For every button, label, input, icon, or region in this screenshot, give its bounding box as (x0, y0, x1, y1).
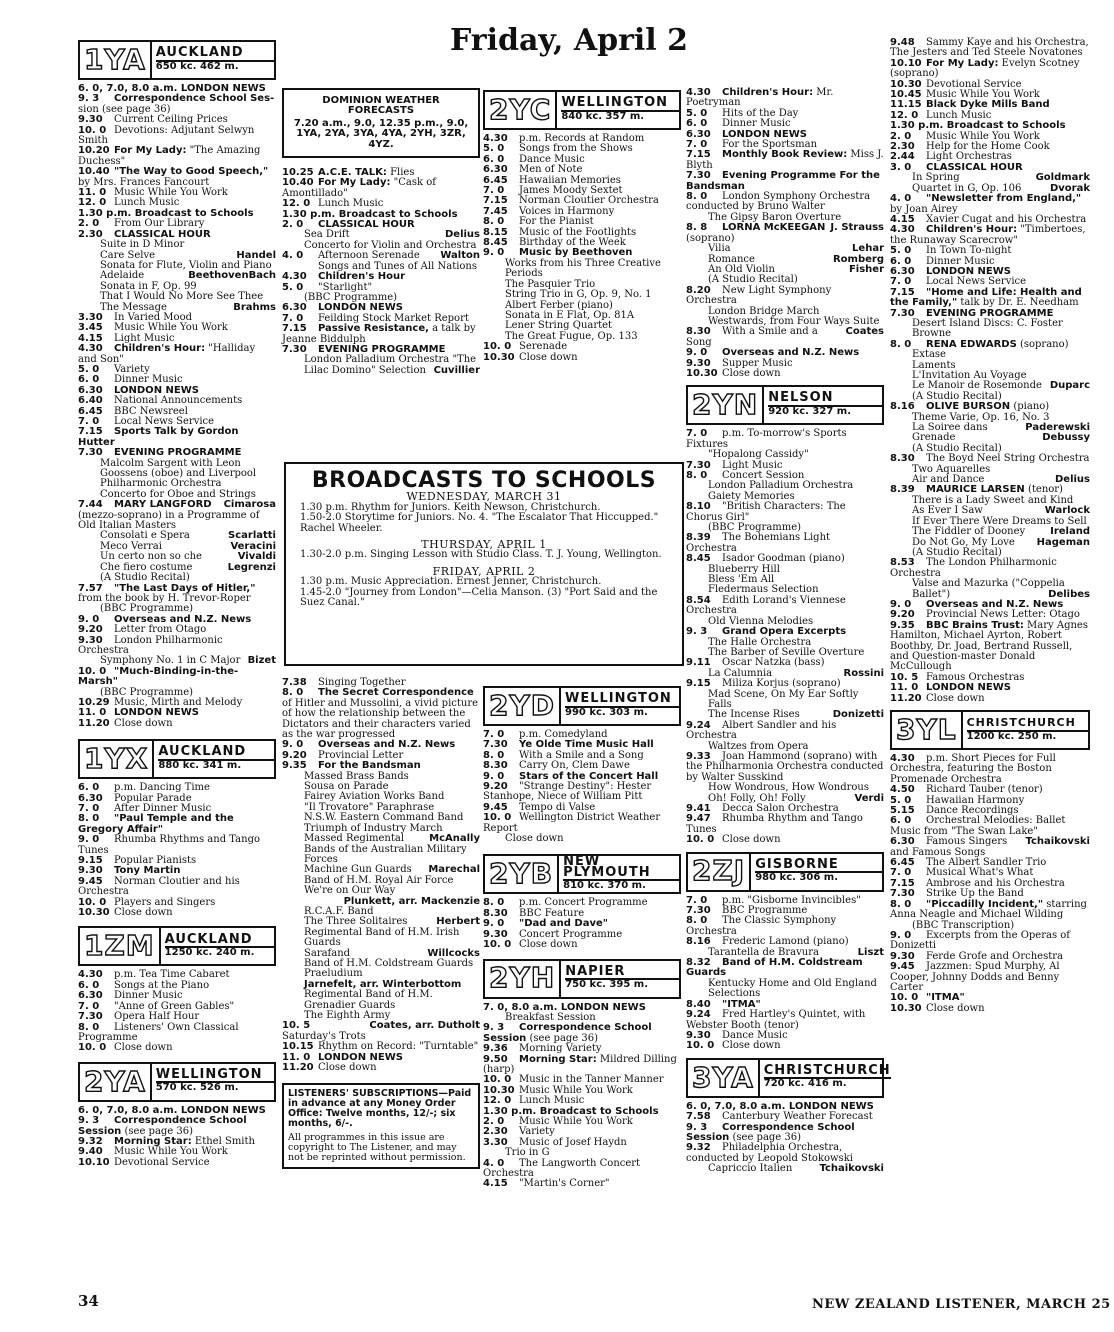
schedule-1ya: 6. 0, 7.0, 8.0 a.m. LONDON NEWS 9. 3 Correspondence School Ses- sion (see page 36) 9.30 Current Ceiling Prices 10. 0 Devotions: Adjutant Selwyn Smith 10.20 For My Lady: "The Amazing Duchess" 10.40 "The Way to Good Speech," by Mrs. Frances Fancourt 11. 0 Music While You Work 12. 0 Lunch Music 1.30 p.m. Broadcast to Schools 2. 0 From Our Library 2.30 CLASSICAL HOUR Suite in D Minor Care Selve Handel Sonata for Flute, Violin and Piano Bach Adelaide Beethoven Sonata in F, Op. 99 That I Would No More See Thee The Message Brahms 3.30 In Varied Mood 3.45 Music While You Work 4.15 Light Music 4.30 Children's Hour: "Halliday and Son" 5. 0 Variety 6. 0 Dinner Music 6.30 LONDON NEWS 6.40 National Announcements 6.45 BBC Newsreel 7. 0 Local News Service 7.15 Sports Talk by Gordon Hutter 7.30 EVENING PROGRAMME Malcolm Sargent with Leon Goossens (oboe) and Liverpool Philharmonic Orchestra Concerto for Oboe and Strings Cimarosa 7.44 MARY LANGFORD (mezzo-soprano) in a Programme of Old Italian Masters Consolati e Spera Scarlatti Meco Verrai Veracini Un certo non so che Vivaldi Che fiero costume Legrenzi (A Studio Recital) 7.57 "The Last Days of Hitler," from the book by H. Trevor-Roper (BBC Programme) 9. 0 Overseas and N.Z. News 9.20 Letter from Otago 9.30 London Philharmonic Orchestra Symphony No. 1 in C Major Bizet 10. 0 "Much-Binding-in-the-Marsh" (BBC Programme) 10.29 Music, Mirth and Melody 11. 0 LONDON NEWS 11.20 Close down (78, 83, 276, 729)
station-freq: 980 kc. 306 m. (755, 872, 838, 884)
schedule-1yx: 6. 0 p.m. Dancing Time 6.30 Popular Parade 7. 0 After Dinner Music 8. 0 "Paul Temple and the Gregory Affair" 9. 0 Rhumba Rhythms and Tango Tunes 9.15 Popular Pianists 9.30 Tony Martin 9.45 Norman Cloutier and his Orchestra 10. 0 Players and Singers 10.30 Close down (78, 782, 261, 919)
station-call: 2YD (489, 688, 555, 722)
station-logo-2yb (483, 854, 681, 894)
column-2 (282, 38, 480, 376)
station-city: WELLINGTON (565, 694, 679, 707)
schools-line: 1.45-2.0 "Journey from London"—Celia Manson. (3) "Port Said and the Suez Canal." (300, 586, 658, 609)
station-city: WELLINGTON (561, 98, 679, 111)
schools-day: WEDNESDAY, MARCH 31 (406, 490, 562, 504)
station-call: 2ZJ (692, 854, 746, 888)
schools-day: THURSDAY, APRIL 1 (421, 538, 547, 552)
station-freq: 650 kc. 462 m. (155, 60, 239, 72)
page-number: 34 (78, 1292, 99, 1310)
subscriptions-text: LISTENERS' SUBSCRIPTIONS—Paid in advance at any Money Order Office: Twelve months, 12/-; six months, 6/-. (288, 1088, 472, 1130)
station-call: 1ZM (84, 929, 155, 963)
weather-title: DOMINION WEATHER FORECASTS (322, 95, 440, 117)
column-3-lower: 2YD WELLINGTON 990 kc. 303 m. 7. 0 p.m. Comedyland 7.30 Ye Olde Time Music Hall 8. 0 With a Smile and a Song 8.30 Carry On, Clem Dawe 9. 0 Stars of the Concert Hall 9.20 "Strange Destiny": Hester Stanhope, Niece of William Pitt 9.45 Tempo di Valse 10. 0 Wellington District Weather Report Close down 2YB NEW PLYMOUTH 810 kc. 370 m. 8. 0 p.m. Concert Programme 8.30 BBC Feature 9. 0 "Dad and Dave" 9.30 Concert Programme 10. 0 Close down 2YH NAPIER 750 kc. 395 m. 7. 0, 8.0 a.m. LONDON NEWS Breakfast Session 9. 3 Correspondence School Session (see page 36) 9.36 Morning Variety 9.50 Morning Star: Mildred Dilling (harp) 10. 0 Music in the Tanner Manner 10.30 Music While You Work 12. 0 Lunch Music 1.30 p.m. Broadcast to Schools 2. 0 Music While You Work 2.30 Variety 3.30 Music of Josef Haydn Trio in G 4. 0 The Langworth Concert Orchestra 4.15 "Martin's Corner" (483, 684, 681, 1190)
schools-day: FRIDAY, APRIL 2 (432, 564, 536, 578)
schools-line: 1.30 p.m. Music Appreciation. Ernest Jenner, Christchurch. (300, 576, 602, 588)
weather-times: 7.20 a.m., 9.0, 12.35 p.m., 9.0, 1YA, 2YA, 3YA, 4YA, 2YH, 3ZR, 4YZ. (293, 117, 469, 150)
station-logo-2ya (78, 1062, 276, 1102)
station-city: AUCKLAND (158, 747, 274, 760)
station-city: NAPIER (565, 967, 679, 980)
station-freq: 990 kc. 303 m. (565, 706, 648, 718)
station-city: AUCKLAND (165, 935, 274, 948)
publication-footer: NEW ZEALAND LISTENER, MARCH 25 (812, 1297, 1111, 1312)
station-city: WELLINGTON (156, 1070, 274, 1083)
station-city: NELSON (768, 393, 882, 406)
column-5: 9.48 Sammy Kaye and his Orchestra, The Jesters and Ted Steele Novatones 10.10 For My Lady: Evelyn Scotney (soprano) 10.30 Devotional Service 10.45 Music While You Work 11.15 Black Dyke Mills Band 12. 0 Lunch Music 1.30 p.m. Broadcast to Schools 2. 0 Music While You Work 2.30 Help for the Home Cook 2.44 Light Orchestras 3. 0 CLASSICAL HOUR In Spring Goldmark Quartet in G, Op. 106 Dvorak 4. 0 "Newsletter from England," by Joan Airey 4.15 Xavier Cugat and his Orchestra 4.30 Children's Hour: "Timbertoes, the Runaway Scarecrow" 5. 0 In Town To-night 6. 0 Dinner Music 6.30 LONDON NEWS 7. 0 Local News Service 7.15 "Home and Life: Health and the Family," talk by Dr. E. Needham 7.30 EVENING PROGRAMME Desert Island Discs: C. Foster Browne 8. 0 RENA EDWARDS (soprano) Extase Laments L'Invitation Au Voyage Le Manoir de Rosemonde Duparc (A Studio Recital) 8.16 OLIVE BURSON (piano) Theme Varie, Op. 16, No. 3 Paderewski La Soiree dans Grenade Debussy (A Studio Recital) 8.30 The Boyd Neel String Orchestra Two Aquarelles Air and Dance Delius 8.39 MAURICE LARSEN (tenor) There is a Lady Sweet and Kind As Ever I Saw Warlock If Ever There Were Dreams to Sell Ireland The Fiddler of Dooney Do Not Go, My Love Hageman (A Studio Recital) 8.53 The London Philharmonic Orchestra Valse and Mazurka ("Coppelia Ballet") Delibes 9. 0 Overseas and N.Z. News 9.20 Provincial News Letter: Otago 9.35 BBC Brains Trust: Mary Agnes Hamilton, Michael Ayrton, Robert Boothby, Dr. Joad, Bertrand Russell, and Question-master Donald McCullough 10. 5 Famous Orchestras 11. 0 LONDON NEWS 11.20 Close down 3YL CHRISTCHURCH 1200 kc. 250 m. 4.30 p.m. Short Pieces for Full Orchestra, featuring the Boston Promenade Orchestra 4.50 Richard Tauber (tenor) 5. 0 Hawaiian Harmony 5.15 Dance Recordings 6. 0 Orchestral Melodies: Ballet Music from "The Swan Lake" Tchaikovski 6.30 Famous Singers and Famous Songs 6.45 The Albert Sandler Trio 7. 0 Musical What's What 7.15 Ambrose and his Orchestra 7.30 Strike Up the Band 8. 0 "Piccadilly Incident," starring Anna Neagle and Michael Wilding (BBC Transcription) 9. 0 Excerpts from the Operas of Donizetti 9.30 Ferde Grofe and Orchestra 9.45 Jazzmen: Spud Murphy, Al Cooper, Johnny Dodds and Benny Carter 10. 0 "ITMA" 10.30 Close down (890, 37, 1090, 1014)
station-logo-1ya (78, 40, 276, 80)
schedule-1zm: 4.30 p.m. Tea Time Cabaret 6. 0 Songs at the Piano 6.30 Dinner Music 7. 0 "Anne of Green Gables" 7.30 Opera Half Hour 8. 0 Listeners' Own Classical Programme 10. 0 Close down (78, 969, 239, 1054)
station-call: 2YH (489, 961, 556, 995)
column-4: 4.30 Children's Hour: Mr. Poetryman 5. 0 Hits of the Day 6. 0 Dinner Music 6.30 LONDON NEWS 7. 0 For the Sportsman 7.15 Monthly Book Review: Miss J. Blyth 7.30 Evening Programme For the Bandsman 8. 0 London Symphony Orchestra conducted by Bruno Walter The Gipsy Baron Overture J. Strauss 8. 8 LORNA McKEEGAN (soprano) Vilia Lehar Romance Romberg An Old Violin Fisher (A Studio Recital) 8.20 New Light Symphony Orchestra London Bridge March Westwards, from Four Ways Suite Coates 8.30 With a Smile and a Song 9. 0 Overseas and N.Z. News 9.30 Supper Music 10.30 Close down 2YN NELSON 920 kc. 327 m. 7. 0 p.m. To-morrow's Sports Fixtures "Hopalong Cassidy" 7.30 Light Music 8. 0 Concert Session London Palladium Orchestra Gaiety Memories 8.10 "British Characters: The Chorus Girl" (BBC Programme) 8.39 The Bohemians Light Orchestra 8.45 Isador Goodman (piano) Blueberry Hill Bless 'Em All Fledermaus Selection 8.54 Edith Lorand's Viennese Orchestra Old Vienna Melodies 9. 3 Grand Opera Excerpts The Halle Orchestra The Barber of Seville Overture 9.11 Oscar Natzka (bass) La Calumnia Rossini 9.15 Miliza Korjus (soprano) Mad Scene, On My Ear Softly Falls The Incense Rises Donizetti 9.24 Albert Sandler and his Orchestra Waltzes from Opera 9.33 Joan Hammond (soprano) with the Philharmonia Orchestra conducted by Walter Susskind How Wondrous, How Wondrous Oh! Folly, Oh! Folly Verdi 9.41 Decca Salon Orchestra 9.47 Rhumba Rhythm and Tango Tunes 10. 0 Close down 2ZJ GISBORNE 980 kc. 306 m. 7. 0 p.m. "Gisborne Invincibles" 7.30 BBC Programme 8. 0 The Classic Symphony Orchestra 8.16 Frederic Lamond (piano) Tarantella de Bravura Liszt 8.32 Band of H.M. Coldstream Guards Kentucky Home and Old England Selections 8.40 "ITMA" 9.24 Fred Hartley's Quintet, with Webster Booth (tenor) 9.30 Dance Music 10. 0 Close down 3YA CHRISTCHURCH 720 kc. 416 m. 6. 0, 7.0, 8.0 a.m. LONDON NEWS 7.58 Canterbury Weather Forecast 9. 3 Correspondence School Session (see page 36) 9.32 Philadelphia Orchestra, conducted by Leopold Stokowski Capriccio Italien Tchaikovski (686, 87, 891, 1175)
station-freq: 920 kc. 327 m. (768, 405, 851, 417)
weather-box (282, 88, 480, 158)
station-call: 2YC (489, 92, 552, 126)
broadcasts-to-schools-box (284, 462, 684, 666)
station-logo-2yd (483, 686, 681, 726)
schedule-2ya-cont: 10.25 A.C.E. TALK: Flies 10.40 For My Lady: "Cask of Amontillado" 12. 0 Lunch Music 1.30 p.m. Broadcast to Schools 2. 0 CLASSICAL HOUR Sea Drift Delius Concerto for Violin and Orchestra Walton 4. 0 Afternoon Serenade Songs and Tunes of All Nations 4.30 Children's Hour 5. 0 "Starlight" (BBC Programme) 6.30 LONDON NEWS 7. 0 Feilding Stock Market Report 7.15 Passive Resistance, a talk by Jeanne Biddulph 7.30 EVENING PROGRAMME London Palladium Orchestra "The Lilac Domino" Selection Cuvillier (282, 167, 480, 376)
station-freq: 570 kc. 526 m. (155, 1082, 239, 1094)
station-city: CHRISTCHURCH (967, 718, 1088, 731)
station-city: AUCKLAND (156, 48, 274, 61)
station-logo-1yx (78, 739, 276, 779)
column-2-lower: 7.38 Singing Together 8. 0 The Secret Correspondence of Hitler and Mussolini, a vivid picture of how the relationship between the Dictators and their characters varied as the war progressed 9. 0 Overseas and N.Z. News 9.20 Provincial Letter 9.35 For the Bandsman Massed Brass Bands Sousa on Parade Fairey Aviation Works Band "Il Trovatore" Paraphrase N.S.W. Eastern Command Band Triumph of Industry March McAnally Massed Regimental Bands of the Australian Military Forces Machine Gun Guards Marechal Band of H.M. Royal Air Force We're on Our Way Plunkett, arr. Mackenzie R.C.A.F. Band The Three Solitaires Herbert Regimental Band of H.M. Irish Guards Sarafand Willcocks Band of H.M. Coldstream Guards Praeludium Jarnefelt, arr. Winterbottom Regimental Band of H.M. Grenadier Guards The Eighth Army Coates, arr. Dutholt 10. 5Saturday's Trots 10.15 Rhythm on Record: "Turntable" 11. 0 LONDON NEWS 11.20 Close down LISTENERS' SUBSCRIPTIONS—Paid in advance at any Money Order Office: Twelve months, 12/-; six months, 6/-. All programmes in this issue are copyright to The Listener, and may not be reprinted without permission. (282, 678, 480, 1169)
station-city: NEW PLYMOUTH (563, 857, 679, 881)
page-title: Friday, April 2 (450, 23, 689, 58)
station-call: 3YL (896, 712, 957, 746)
schools-line: 1.30 p.m. Rhythm for Juniors. Keith Newson, Christchurch. (300, 501, 601, 513)
station-logo-3ya (686, 1058, 891, 1098)
copyright-text: All programmes in this issue are copyright to The Listener, and may not be reprinted without permission. (288, 1132, 466, 1164)
schedule-2yc: 4.30 p.m. Records at Random 5. 0 Songs from the Shows 6. 0 Dance Music 6.30 Men of Note 6.45 Hawaiian Memories 7. 0 James Moody Sextet 7.15 Norman Cloutier Orchestra 7.45 Voices in Harmony 8. 0 For the Pianist 8.15 Music of the Footlights 8.45 Birthday of the Week 9. 0 Music by Beethoven Works from his Three Creative Periods The Pasquier Trio String Trio in G, Op. 9, No. 1 Albert Ferber (piano) Sonata in E Flat, Op. 81A Lener String Quartet The Great Fugue, Op. 133 10. 0 Serenade 10.30 Close down (483, 133, 661, 363)
schools-line: 1.30-2.0 p.m. Singing Lesson with Studio Class. T. J. Young, Wellington. (300, 549, 662, 561)
column-1 (78, 38, 276, 1168)
subscriptions-box (282, 1083, 480, 1169)
station-city: CHRISTCHURCH (763, 1062, 891, 1078)
station-call: 1YA (84, 42, 146, 76)
station-logo-1zm (78, 926, 276, 966)
schools-line: 1.50-2.0 Storytime for Juniors. No. 4. "The Escalator That Hiccupped." Rachel Wheeler. (300, 512, 659, 534)
station-logo-2zj (686, 852, 884, 892)
station-city: GISBORNE (755, 860, 882, 873)
station-call: 2YB (489, 857, 554, 891)
station-call: 1YX (84, 741, 149, 775)
station-logo-2yn (686, 385, 884, 425)
station-call: 2YN (692, 388, 759, 422)
station-logo-2yc (483, 90, 681, 130)
station-logo-3yl (890, 710, 1090, 750)
station-call: 2YA (84, 1064, 146, 1098)
station-freq: 1250 kc. 240 m. (164, 946, 255, 958)
station-freq: 1200 kc. 250 m. (966, 730, 1057, 742)
column-3 (483, 38, 681, 363)
schools-title: BROADCASTS TO SCHOOLS (311, 468, 657, 493)
station-freq: 840 kc. 357 m. (561, 110, 645, 122)
station-freq: 750 kc. 395 m. (565, 979, 648, 990)
station-logo-2yh (483, 959, 681, 999)
station-freq: 720 kc. 416 m. (763, 1078, 847, 1090)
station-freq: 880 kc. 341 m. (158, 759, 242, 771)
station-call: 3YA (692, 1060, 754, 1094)
schedule-2ya: 6. 0, 7.0, 8.0 a.m. LONDON NEWS 9. 3 Correspondence School Session (see page 36) 9.32 Morning Star: Ethel Smith 9.40 Music While You Work 10.10 Devotional Service (78, 1104, 266, 1168)
station-freq: 810 kc. 370 m. (563, 880, 646, 892)
